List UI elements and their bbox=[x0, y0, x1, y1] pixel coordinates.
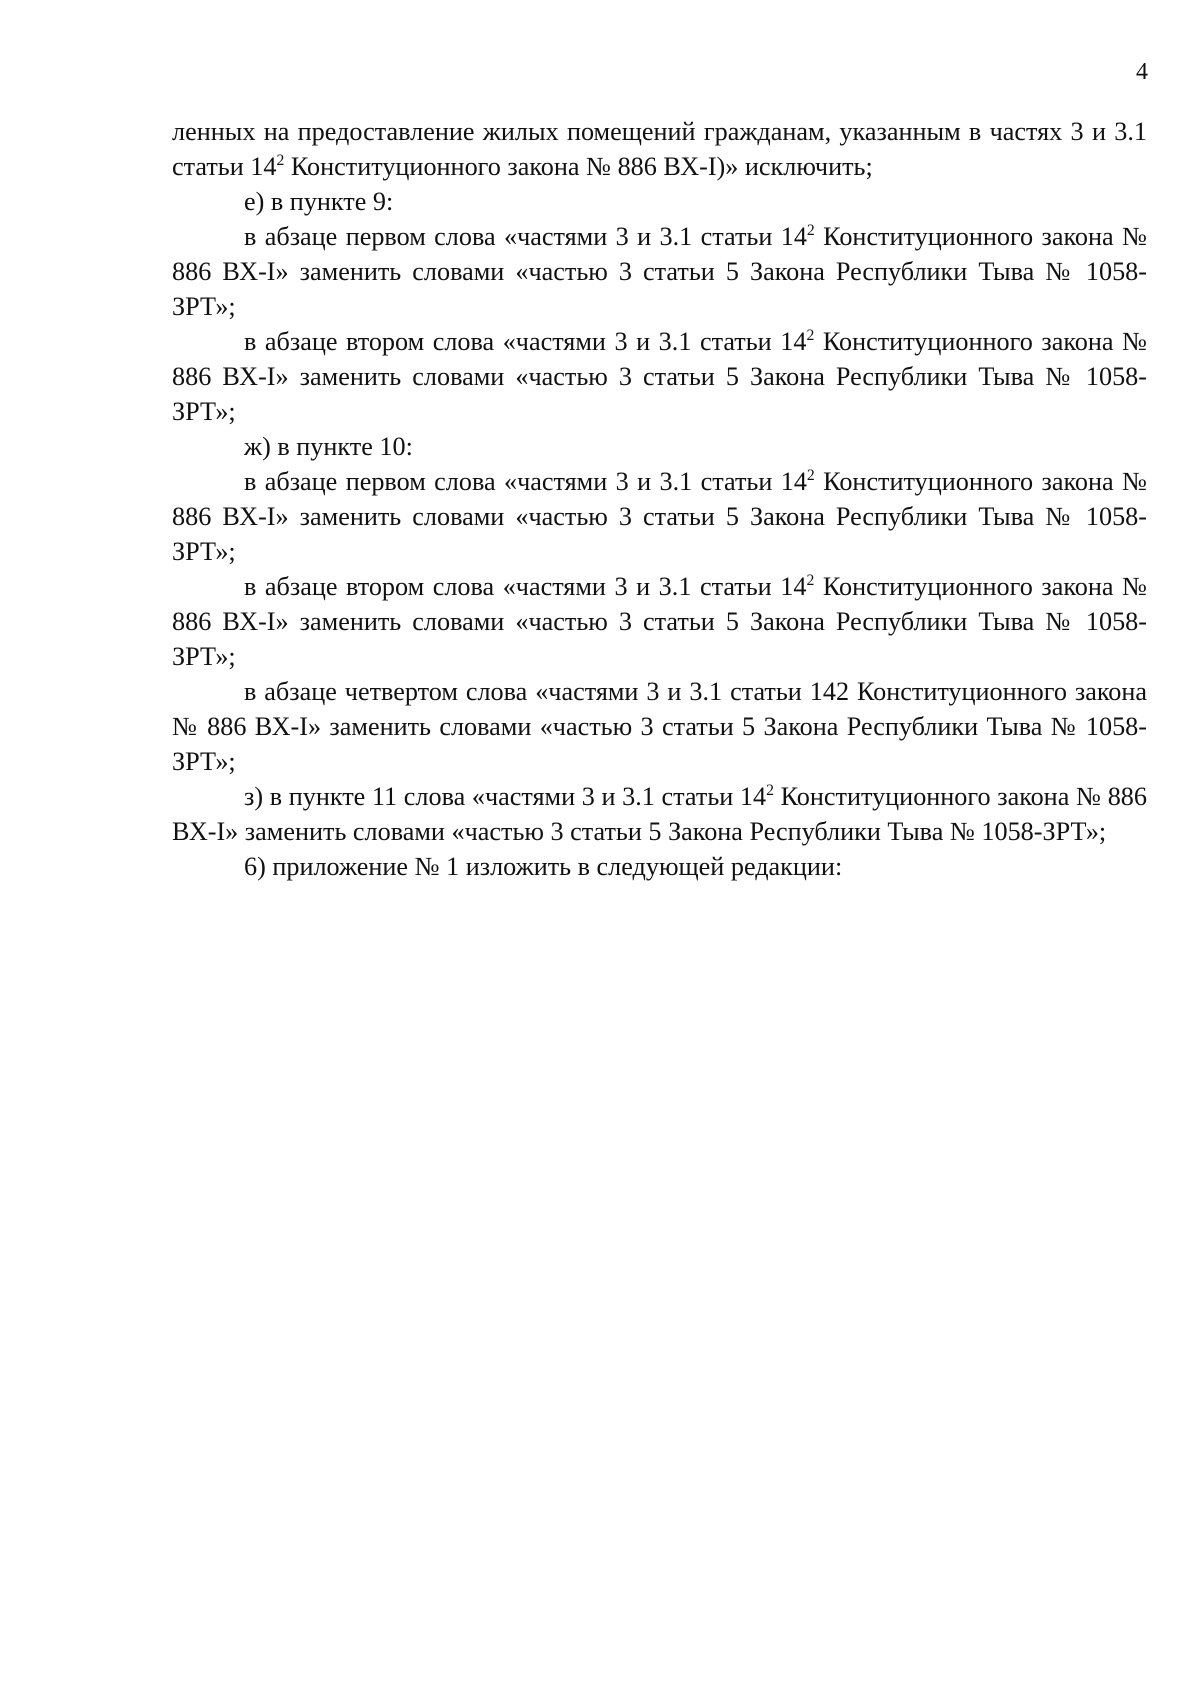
paragraph bbox=[172, 779, 1147, 849]
paragraph bbox=[172, 849, 1147, 884]
paragraph bbox=[172, 429, 1147, 464]
paragraph bbox=[172, 464, 1147, 569]
superscript: 2 bbox=[806, 466, 815, 484]
text-run: Конституционного закона № 886 ВХ-I» заменить словами «частью 3 статьи 5 Закона Республики Тыва № 1058-ЗРТ»; bbox=[172, 467, 1147, 566]
text-run: в абзаце первом слова «частями 3 и 3.1 статьи 14 bbox=[244, 467, 807, 496]
superscript: 2 bbox=[806, 571, 815, 589]
paragraph bbox=[172, 324, 1147, 429]
text-run: в абзаце первом слова «частями 3 и 3.1 статьи 14 bbox=[244, 222, 807, 251]
text-run: 6) приложение № 1 изложить в следующей редакции: bbox=[244, 852, 843, 881]
superscript: 2 bbox=[276, 151, 285, 169]
document-body bbox=[172, 114, 1147, 884]
text-run: Конституционного закона № 886 ВХ-I)» исключить; bbox=[284, 152, 873, 181]
superscript: 2 bbox=[806, 221, 815, 239]
text-run: в абзаце четвертом слова «частями 3 и 3.1 статьи 142 Конституционного закона № 886 ВХ-I» заменить словами «частью 3 статьи 5 Закона Республики Тыва № 1058-ЗРТ»; bbox=[172, 677, 1147, 776]
paragraph bbox=[172, 219, 1147, 324]
text-run: в абзаце втором слова «частями 3 и 3.1 статьи 14 bbox=[244, 327, 807, 356]
paragraph bbox=[172, 184, 1147, 219]
page-number: 4 bbox=[1136, 59, 1148, 85]
text-run: ленных на предоставление жилых помещений гражданам, указанным в частях 3 и 3.1 статьи 14 bbox=[172, 117, 1147, 181]
text-run: Конституционного закона № 886 ВХ-I» заменить словами «частью 3 статьи 5 Закона Республики Тыва № 1058-ЗРТ»; bbox=[172, 327, 1147, 426]
paragraph bbox=[172, 569, 1147, 674]
text-run: з) в пункте 11 слова «частями 3 и 3.1 статьи 14 bbox=[244, 782, 767, 811]
text-run: Конституционного закона № 886 ВХ-I» заменить словами «частью 3 статьи 5 Закона Республики Тыва № 1058-ЗРТ»; bbox=[172, 222, 1147, 321]
text-run: е) в пункте 9: bbox=[244, 187, 394, 216]
text-run: ж) в пункте 10: bbox=[244, 432, 413, 461]
superscript: 2 bbox=[806, 326, 815, 344]
paragraph bbox=[172, 674, 1147, 779]
text-run: Конституционного закона № 886 ВХ-I» заменить словами «частью 3 статьи 5 Закона Республики Тыва № 1058-ЗРТ»; bbox=[172, 782, 1147, 846]
superscript: 2 bbox=[766, 781, 774, 799]
text-run: Конституционного закона № 886 ВХ-I» заменить словами «частью 3 статьи 5 Закона Республики Тыва № 1058-ЗРТ»; bbox=[172, 572, 1147, 671]
paragraph bbox=[172, 114, 1147, 184]
text-run: в абзаце втором слова «частями 3 и 3.1 статьи 14 bbox=[244, 572, 807, 601]
